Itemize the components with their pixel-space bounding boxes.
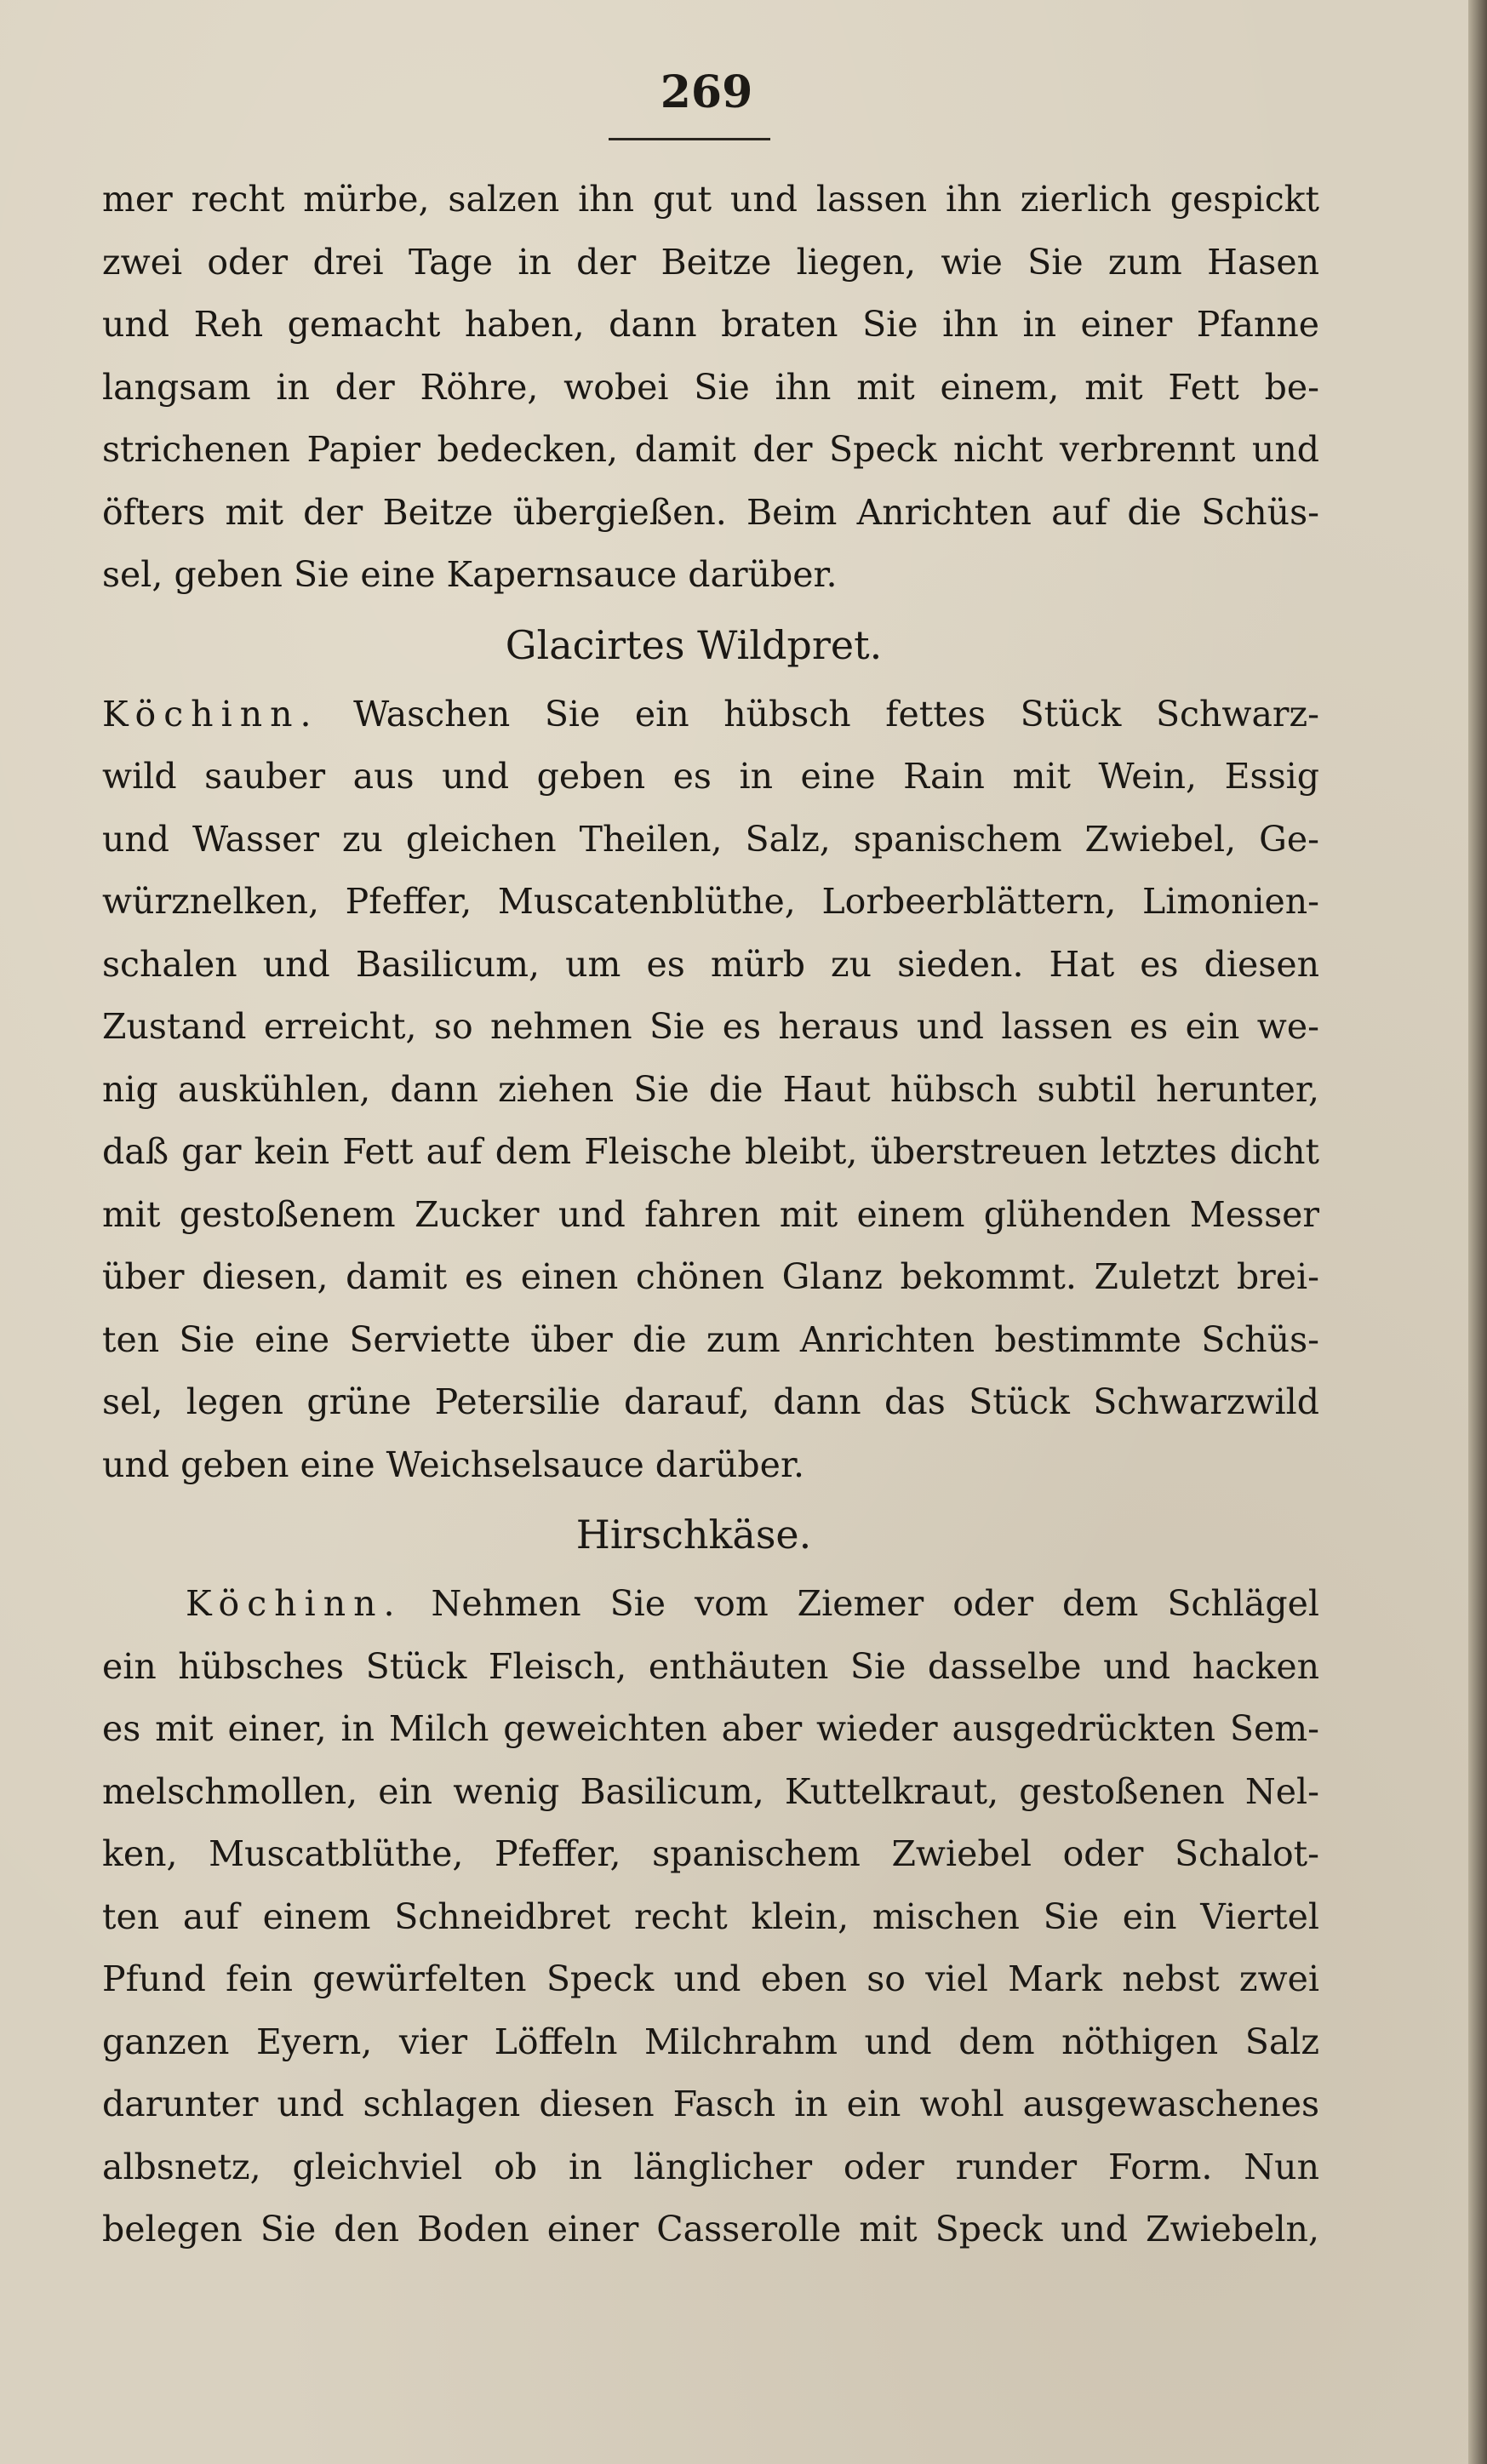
text-line-first — [102, 683, 1319, 746]
text-line: langsam in der Röhre, wobei Sie ihn mit einem, mit Fett be- — [102, 366, 1319, 408]
text-line: und Reh gemacht haben, dann braten Sie ihn in einer Pfanne — [102, 304, 1319, 345]
page-number: 269 — [660, 66, 753, 118]
page-text — [102, 169, 1319, 2261]
text-line: sel, legen grüne Petersilie darauf, dann das Stück Schwarzwild — [102, 1381, 1319, 1422]
text-line: albsnetz, gleichviel ob in länglicher oder runder Form. Nun — [102, 2146, 1319, 2187]
section-heading-hirschkaese: Hirschkäse. — [575, 1512, 812, 1558]
text-line: ganzen Eyern, vier Löffeln Milchrahm und dem nöthigen Salz — [102, 2021, 1319, 2062]
text-line: mit gestoßenem Zucker und fahren mit einem glühenden Messer — [102, 1193, 1319, 1235]
text-line: melschmollen, ein wenig Basilicum, Kuttelkraut, gestoßenen Nel- — [102, 1770, 1319, 1812]
text-line: Zustand erreicht, so nehmen Sie es heraus und lassen es ein we- — [102, 1006, 1319, 1047]
text-line-rest: Nehmen Sie vom Ziemer oder dem Schlägel — [431, 1583, 1319, 1624]
text-line: und geben eine Weichselsauce darüber. — [102, 1444, 805, 1485]
text-line: sel, geben Sie eine Kapernsauce darüber. — [102, 554, 838, 595]
text-line: daß gar kein Fett auf dem Fleische bleibt, überstreuen letztes dicht — [102, 1131, 1319, 1172]
paragraph-1 — [102, 169, 1319, 607]
text-line: zwei oder drei Tage in der Beitze liegen, wie Sie zum Hasen — [102, 241, 1319, 283]
text-line: schalen und Basilicum, um es mürb zu sieden. Hat es diesen — [102, 943, 1319, 985]
text-line-rest: Waschen Sie ein hübsch fettes Stück Schwarz- — [353, 693, 1319, 735]
speaker-label: Köchinn. — [102, 693, 319, 735]
page-number-rule — [609, 138, 770, 140]
text-line: mer recht mürbe, salzen ihn gut und lassen ihn zierlich gespickt — [102, 179, 1319, 220]
text-line: ken, Muscatblüthe, Pfeffer, spanischem Zwiebel oder Schalot- — [102, 1833, 1319, 1874]
paragraph-3 — [102, 1573, 1319, 2261]
text-line: darunter und schlagen diesen Fasch in ein wohl ausgewaschenes — [102, 2084, 1319, 2124]
text-line: öfters mit der Beitze übergießen. Beim Anrichten auf die Schüs- — [102, 491, 1319, 533]
text-line: ten Sie eine Serviette über die zum Anrichten bestimmte Schüs- — [102, 1318, 1319, 1360]
text-line: ein hübsches Stück Fleisch, enthäuten Sie dasselbe und hacken — [102, 1645, 1319, 1687]
text-line: belegen Sie den Boden einer Casserolle mit Speck und Zwiebeln, — [102, 2209, 1319, 2250]
text-line-first — [102, 1573, 1319, 1636]
text-line: nig auskühlen, dann ziehen Sie die Haut hübsch subtil herunter, — [102, 1068, 1319, 1110]
page-edge — [1468, 0, 1487, 2464]
section-heading-glacirtes-wildpret: Glacirtes Wildpret. — [505, 621, 883, 668]
text-line: wild sauber aus und geben es in eine Rain mit Wein, Essig — [102, 756, 1319, 797]
text-line: würznelken, Pfeffer, Muscatenblüthe, Lorbeerblättern, Limonien- — [102, 881, 1319, 922]
text-line: strichenen Papier bedecken, damit der Speck nicht verbrennt und — [102, 429, 1319, 470]
text-line: ten auf einem Schneidbret recht klein, mischen Sie ein Viertel — [102, 1895, 1319, 1937]
paragraph-2 — [102, 683, 1319, 1497]
text-line: über diesen, damit es einen chönen Glanz bekommt. Zuletzt brei- — [102, 1256, 1319, 1297]
text-line: und Wasser zu gleichen Theilen, Salz, spanischem Zwiebel, Ge- — [102, 818, 1319, 860]
text-line: Pfund fein gewürfelten Speck und eben so viel Mark nebst zwei — [102, 1958, 1319, 1999]
speaker-label: Köchinn. — [186, 1583, 403, 1624]
text-line: es mit einer, in Milch geweichten aber wieder ausgedrückten Sem- — [102, 1708, 1319, 1749]
